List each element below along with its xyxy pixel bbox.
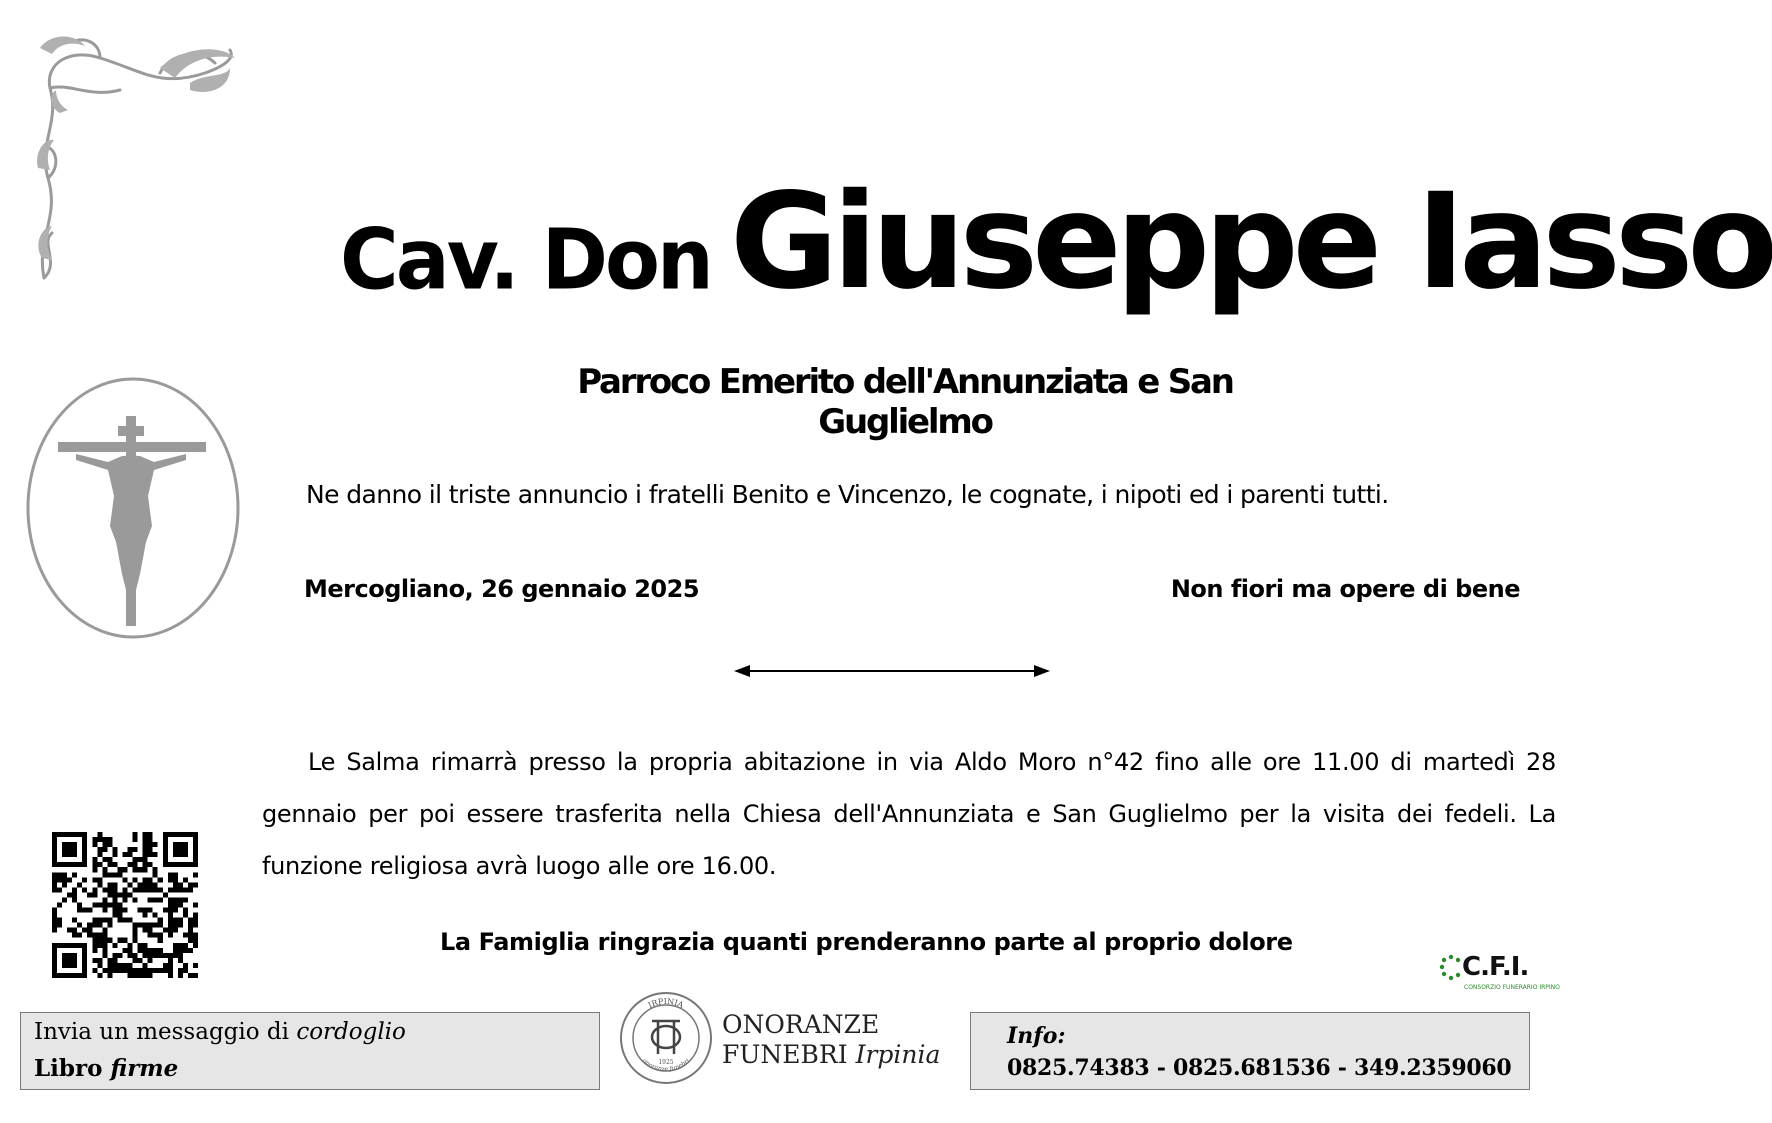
announcement: Ne danno il triste annuncio i fratelli Benito e Vincenzo, le cognate, i nipoti ed i parenti tutti. (306, 480, 1389, 509)
crucifix-icon (24, 376, 242, 640)
send-condolence-link[interactable] (34, 1019, 406, 1045)
guestbook-label: Libro (34, 1055, 111, 1082)
double-arrow-divider (732, 660, 1052, 682)
send-condolence-label: Invia un messaggio di (34, 1019, 297, 1045)
seal-top-text: IRPINIA (646, 996, 686, 1010)
info-label: Info: (1007, 1023, 1066, 1049)
cfi-tagline: CONSORZIO FUNERARIO IRPINO (1464, 984, 1560, 991)
brand-line-1: ONORANZE (722, 1010, 880, 1039)
guestbook-emphasis: firme (110, 1055, 179, 1082)
brand-line-2 (722, 1040, 940, 1070)
funeral-home-brand (722, 1010, 940, 1070)
cfi-logo-text: C.F.I. (1462, 952, 1529, 982)
subtitle: Parroco Emerito dell'Annunziata e San Guglielmo (577, 362, 1233, 442)
family-thanks: La Famiglia ringrazia quanti prenderanno parte al proprio dolore (440, 928, 1293, 956)
phone-numbers[interactable]: 0825.74383 - 0825.681536 - 349.2359060 (1007, 1055, 1512, 1081)
title-prefix: Cav. Don (340, 210, 711, 309)
place-date: Mercogliano, 26 gennaio 2025 (304, 575, 700, 603)
brand-line-2-emphasis: Irpinia (855, 1040, 941, 1069)
brand-line-2-prefix: FUNEBRI (722, 1040, 856, 1069)
deceased-title (340, 165, 1772, 325)
corner-ornament-icon (30, 28, 245, 286)
qr-code[interactable] (52, 832, 198, 978)
guestbook-link[interactable] (34, 1055, 178, 1082)
cfi-logo-icon (1440, 952, 1560, 996)
deceased-name: Giuseppe Iasso (729, 165, 1772, 319)
send-condolence-emphasis: cordoglio (296, 1019, 406, 1045)
funeral-details (262, 736, 1556, 892)
seal-year: 1925 (658, 1059, 674, 1066)
condolence-box[interactable] (20, 1012, 600, 1090)
funeral-details-text: Le Salma rimarrà presso la propria abitazione in via Aldo Moro n°42 fino alle ore 11.00 di martedì 28 gennaio per poi essere trasferita nella Chiesa dell'Annunziata e San Guglielmo per la visita dei fedeli. La funzione religiosa avrà luogo alle ore 16.00. (262, 748, 1556, 880)
seal-bottom-text: onoranze funebri (641, 1057, 691, 1073)
seal-logo-icon (618, 990, 714, 1086)
info-box (970, 1012, 1530, 1090)
flowers-note: Non fiori ma opere di bene (1170, 575, 1520, 603)
